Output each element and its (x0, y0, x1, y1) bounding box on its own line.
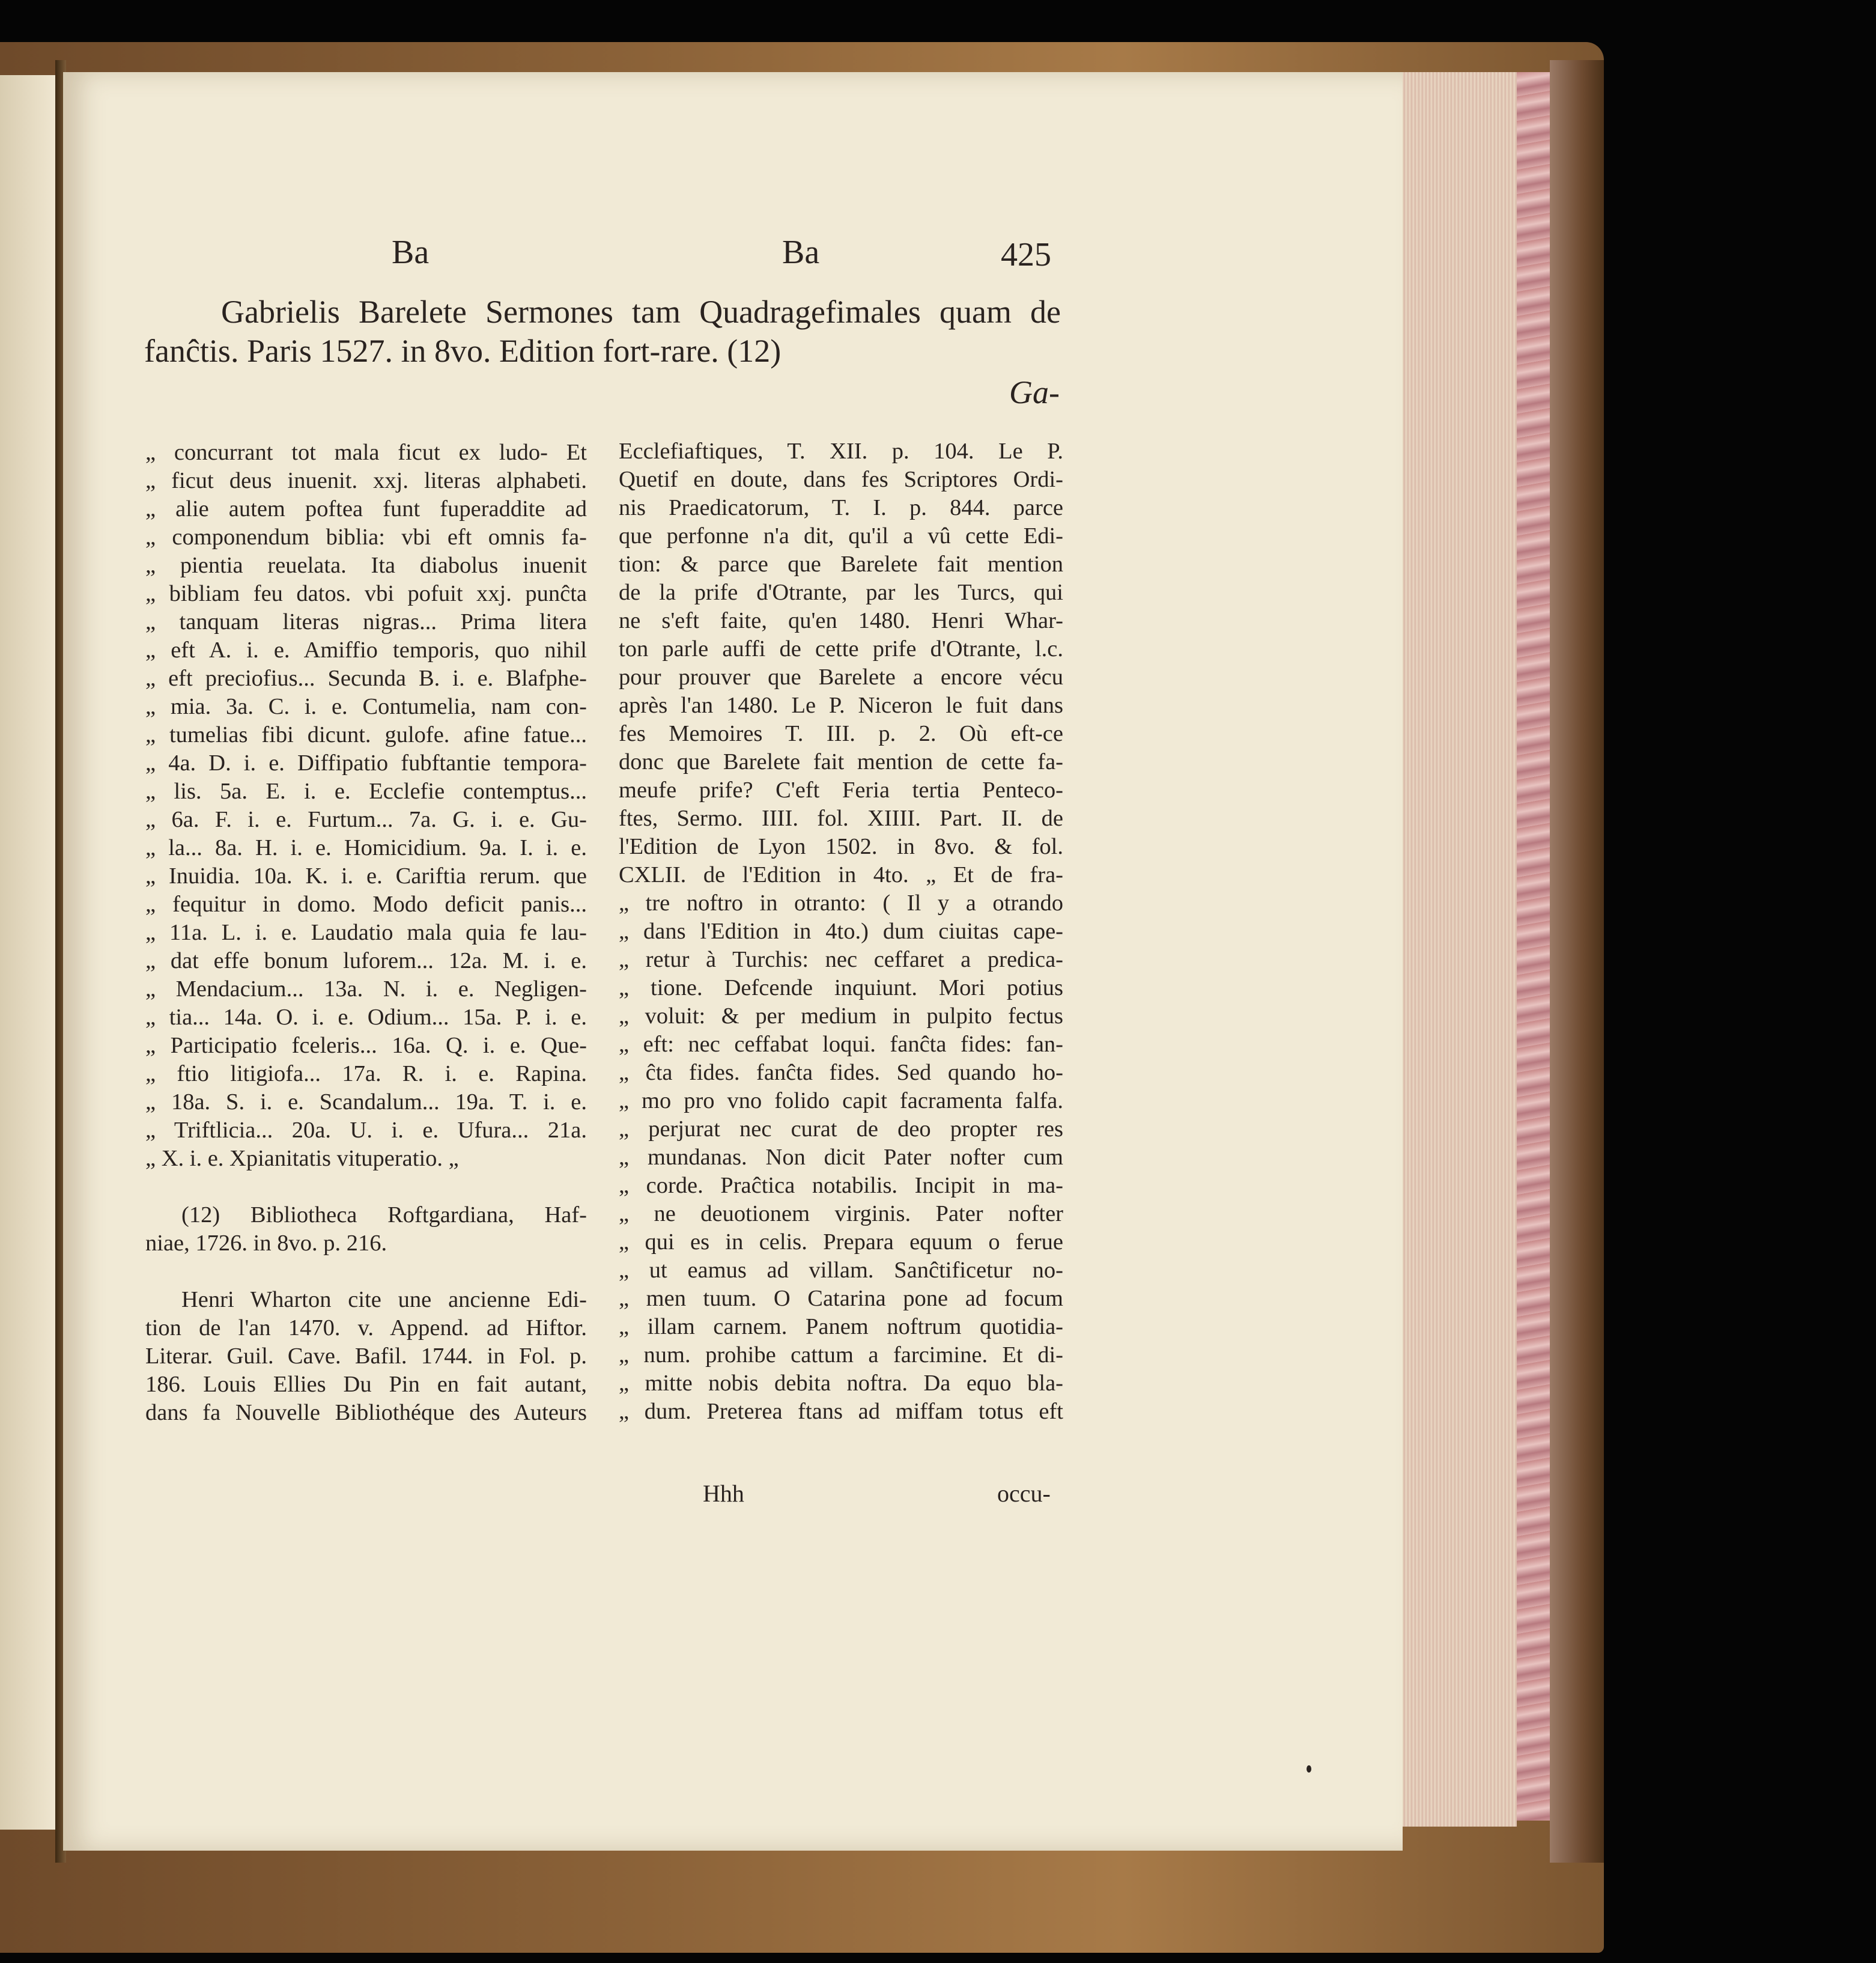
quote-line: „ concurrant tot mala ficut ex ludo- Et (145, 440, 587, 465)
body-line: „ tre noftro in otranto: ( Il y a otrando (619, 890, 1063, 916)
body-line: ne s'eft faite, qu'en 1480. Henri Whar- (619, 608, 1063, 633)
body-line: „ illam carnem. Panem noftrum quotidia- (619, 1314, 1063, 1339)
quote-line: „ 18a. S. i. e. Scandalum... 19a. T. i. e. (145, 1089, 587, 1115)
footnote-line: (12) Bibliotheca Roftgardiana, Haf- (181, 1202, 587, 1228)
paragraph-line: 186. Louis Ellies Du Pin en fait autant, (145, 1372, 587, 1397)
entry-catchword: Ga- (1009, 374, 1060, 410)
header-left: Ba (392, 234, 430, 271)
quote-line: „ eft preciofius... Secunda B. i. e. Blafphe- (145, 666, 587, 691)
signature-mark: Hhh (703, 1480, 744, 1507)
binding-edge (1550, 60, 1604, 1863)
body-line: tion: & parce que Barelete fait mention (619, 552, 1063, 577)
body-line: „ ut eamus ad villam. Sanĉtificetur no- (619, 1258, 1063, 1283)
marbled-edge (1517, 72, 1550, 1821)
body-line: CXLII. de l'Edition in 4to. „ Et de fra- (619, 862, 1063, 887)
body-line: „ ĉta fides. fanĉta fides. Sed quando ho- (619, 1060, 1063, 1085)
body-line: que perfonne n'a dit, qu'il a vû cette Edi- (619, 523, 1063, 549)
body-line: après l'an 1480. Le P. Niceron le fuit dans (619, 693, 1063, 718)
body-line: de la prife d'Otrante, par les Turcs, qui (619, 580, 1063, 605)
body-line: „ mundanas. Non dicit Pater nofter cum (619, 1145, 1063, 1170)
right-column (619, 437, 1063, 1426)
body-line: Ecclefiaftiques, T. XII. p. 104. Le P. (619, 439, 1063, 464)
quote-line: „ Mendacium... 13a. N. i. e. Negligen- (145, 976, 587, 1002)
quote-line: „ pientia reuelata. Ita diabolus inuenit (145, 553, 587, 578)
quote-line: „ componendum biblia: vbi eft omnis fa- (145, 525, 587, 550)
entry-line-1: Gabrielis Barelete Sermones tam Quadragefimales quam de (221, 294, 1061, 330)
quote-line: „ 6a. F. i. e. Furtum... 7a. G. i. e. Gu- (145, 807, 587, 832)
quote-line: „ lis. 5a. E. i. e. Ecclefie contemptus... (145, 779, 587, 804)
quote-line: „ alie autem poftea funt fuperaddite ad (145, 496, 587, 522)
quote-line: „ fequitur in domo. Modo deficit panis... (145, 892, 587, 917)
quote-line: „ ficut deus inuenit. xxj. literas alphabeti. (145, 468, 587, 493)
left-page-edge (0, 75, 55, 1830)
quote-line: „ X. i. e. Xpianitatis vituperatio. „ (145, 1146, 459, 1171)
quote-line: „ tanquam literas nigras... Prima litera (145, 609, 587, 635)
quote-line: „ dat effe bonum luforem... 12a. M. i. e. (145, 948, 587, 973)
entry-line-2: fanĉtis. Paris 1527. in 8vo. Edition fort-rare. (12) (144, 333, 782, 369)
paragraph-line: Henri Wharton cite une ancienne Edi- (181, 1287, 587, 1312)
quote-line: „ tumelias fibi dicunt. gulofe. afine fatue... (145, 722, 587, 747)
body-line: donc que Barelete fait mention de cette fa- (619, 749, 1063, 775)
body-line: „ dum. Preterea ftans ad miffam totus eft (619, 1399, 1063, 1424)
quote-line: „ 11a. L. i. e. Laudatio mala quia fe lau- (145, 920, 587, 945)
quote-line: „ Participatio fceleris... 16a. Q. i. e. Que- (145, 1033, 587, 1058)
body-line: „ voluit: & per medium in pulpito fectus (619, 1003, 1063, 1029)
body-line: „ ne deuotionem virginis. Pater nofter (619, 1201, 1063, 1226)
quote-line: „ la... 8a. H. i. e. Homicidium. 9a. I. i. e. (145, 835, 587, 860)
body-line: „ qui es in celis. Prepara equum o ferue (619, 1229, 1063, 1255)
header-center: Ba (782, 234, 820, 271)
quote-line: „ bibliam feu datos. vbi pofuit xxj. punĉta (145, 581, 587, 606)
body-line: „ tione. Defcende inquiunt. Mori potius (619, 975, 1063, 1000)
paragraph-gap (145, 1173, 587, 1201)
paragraph-line: Literar. Guil. Cave. Bafil. 1744. in Fol. p. (145, 1344, 587, 1369)
body-line: „ mitte nobis debita noftra. Da equo bla- (619, 1371, 1063, 1396)
body-line: „ men tuum. O Catarina pone ad focum (619, 1286, 1063, 1311)
body-line: „ eft: nec ceffabat loqui. fanĉta fides: fan- (619, 1032, 1063, 1057)
body-line: l'Edition de Lyon 1502. in 8vo. & fol. (619, 834, 1063, 859)
paragraph-line: tion de l'an 1470. v. Append. ad Hiftor. (145, 1315, 587, 1341)
body-line: fes Memoires T. III. p. 2. Où eft-ce (619, 721, 1063, 746)
body-line: „ perjurat nec curat de deo propter res (619, 1116, 1063, 1142)
quote-line: „ mia. 3a. C. i. e. Contumelia, nam con- (145, 694, 587, 719)
quote-line: „ 4a. D. i. e. Diffipatio fubftantie tempora- (145, 750, 587, 776)
page-number: 425 (1001, 236, 1051, 273)
paragraph-line: dans fa Nouvelle Bibliothéque des Auteurs (145, 1400, 587, 1425)
left-column (145, 439, 587, 1427)
page-speck (1307, 1765, 1311, 1773)
body-line: ton parle auffi de cette prife d'Otrante, l.c. (619, 636, 1063, 662)
quote-line: „ Triftlicia... 20a. U. i. e. Ufura... 21a. (145, 1118, 587, 1143)
body-line: Quetif en doute, dans fes Scriptores Ordi- (619, 467, 1063, 492)
body-line: „ mo pro vno folido capit facramenta falfa. (619, 1088, 1063, 1113)
body-line: pour prouver que Barelete a encore vécu (619, 665, 1063, 690)
body-line: „ retur à Turchis: nec ceffaret a predica- (619, 947, 1063, 972)
paragraph-gap (145, 1258, 587, 1286)
quote-line: „ tia... 14a. O. i. e. Odium... 15a. P. i. e. (145, 1005, 587, 1030)
page-fore-edge (1403, 72, 1517, 1827)
body-line: „ corde. Praĉtica notabilis. Incipit in ma- (619, 1173, 1063, 1198)
body-line: nis Praedicatorum, T. I. p. 844. parce (619, 495, 1063, 520)
footer-catchword: occu- (997, 1480, 1051, 1507)
body-line: ftes, Sermo. IIII. fol. XIIII. Part. II. de (619, 806, 1063, 831)
body-line: „ num. prohibe cattum a farcimine. Et di- (619, 1342, 1063, 1368)
body-line: meufe prife? C'eft Feria tertia Penteco- (619, 778, 1063, 803)
quote-line: „ eft A. i. e. Amiffio temporis, quo nihil (145, 638, 587, 663)
quote-line: „ Inuidia. 10a. K. i. e. Cariftia rerum. que (145, 863, 587, 889)
footnote-line: niae, 1726. in 8vo. p. 216. (145, 1231, 387, 1256)
body-line: „ dans l'Edition in 4to.) dum ciuitas cape- (619, 919, 1063, 944)
quote-line: „ ftio litigiofa... 17a. R. i. e. Rapina. (145, 1061, 587, 1086)
